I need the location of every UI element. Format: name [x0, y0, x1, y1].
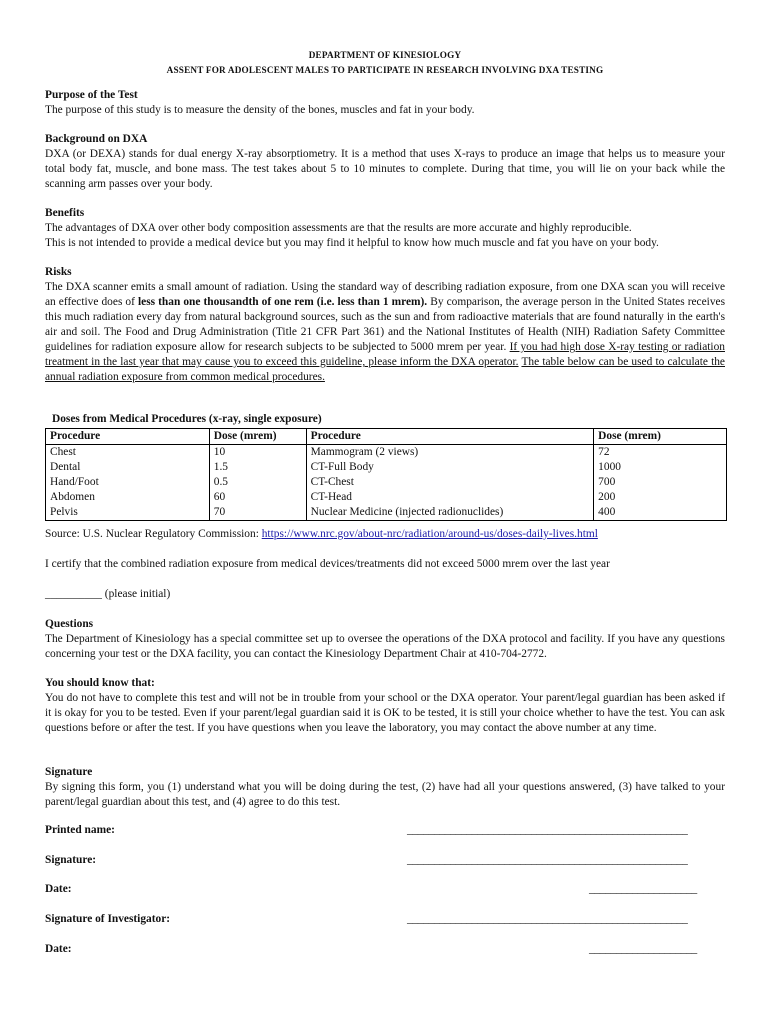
- table-cell: CT-Full Body: [306, 460, 594, 475]
- investigator-label: Signature of Investigator:: [45, 913, 171, 925]
- table-cell: Hand/Foot: [46, 475, 210, 490]
- table-row: [46, 475, 727, 490]
- dose-table-header-row: [46, 429, 727, 445]
- table-cell: 700: [594, 475, 727, 490]
- initial-field[interactable]: __________ (please initial): [45, 588, 171, 600]
- investigator-date-label: Date:: [45, 943, 72, 955]
- risks-section: [45, 265, 725, 385]
- dose-table: [45, 428, 727, 521]
- purpose-section: [45, 88, 725, 118]
- date-field[interactable]: ____________________: [589, 883, 697, 895]
- table-cell: CT-Chest: [306, 475, 594, 490]
- table-header-cell: Procedure: [306, 429, 594, 445]
- dose-table-caption: Doses from Medical Procedures (x-ray, single exposure): [52, 413, 322, 425]
- table-cell: Mammogram (2 views): [306, 445, 594, 461]
- table-header-cell: Dose (mrem): [209, 429, 306, 445]
- signature-heading: Signature: [45, 766, 93, 778]
- table-cell: 72: [594, 445, 727, 461]
- risks-dose-emphasis: less than one thousandth of one rem (i.e. less than 1 mrem).: [137, 296, 428, 308]
- document-title: ASSENT FOR ADOLESCENT MALES TO PARTICIPATE IN RESEARCH INVOLVING DXA TESTING: [166, 65, 604, 75]
- printed-name-label: Printed name:: [45, 824, 115, 836]
- risks-warning: If you had high dose X-ray testing or radiation treatment in the last year that may cause you to exceed this guideline, please inform the DXA operator.: [45, 341, 725, 368]
- table-row: [46, 505, 727, 521]
- table-cell: 70: [209, 505, 306, 521]
- questions-text: The Department of Kinesiology has a special committee set up to oversee the operations of the DXA protocol and facility. If you have any questions concerning your test or the DXA facility, you can contact the Kinesiology Department Chair at 410-704-2772.: [45, 633, 725, 660]
- table-cell: Abdomen: [46, 490, 210, 505]
- table-cell: Pelvis: [46, 505, 210, 521]
- table-cell: Nuclear Medicine (injected radionuclides): [306, 505, 594, 521]
- table-cell: Chest: [46, 445, 210, 461]
- date-label: Date:: [45, 883, 72, 895]
- table-cell: 1000: [594, 460, 727, 475]
- benefits-line-2: This is not intended to provide a medical device but you may find it helpful to know how much muscle and fat you have on your body.: [45, 237, 659, 249]
- signature-text: By signing this form, you (1) understand what you will be doing during the test, (2) have had all your questions answered, (3) have talked to your parent/legal guardian about this test, and (4) agree to do this test.: [45, 781, 725, 808]
- background-section: [45, 132, 725, 192]
- printed-name-field[interactable]: ____________________________________________________: [407, 824, 688, 836]
- table-row: [46, 460, 727, 475]
- source-label: Source: U.S. Nuclear Regulatory Commission:: [45, 528, 262, 540]
- risks-table-note: The table below can be used to calculate the annual radiation exposure from common medical procedures.: [45, 356, 725, 383]
- risks-text-part2: By comparison, the average person in the United States receives this much radiation every day from natural background sources, such as the sun and from radioactive materials that are found naturally in the earth's air and soil. The Food and Drug Administration (Title 21 CFR Part 361) and the National Institutes of Health (NIH) Radiation Safety Committee guidelines for radiation exposure allow for research subjects to be subjected to 5000 mrem per year.: [45, 296, 726, 353]
- benefits-heading: Benefits: [45, 207, 85, 219]
- source-citation: [45, 527, 735, 542]
- source-link[interactable]: https://www.nrc.gov/about-nrc/radiation/around-us/doses-daily-lives.html: [261, 528, 598, 540]
- risks-text: [45, 280, 725, 385]
- background-text: DXA (or DEXA) stands for dual energy X-ray absorptiometry. It is a method that uses X-rays to produce an image that helps us to measure your total body fat, muscle, and bone mass. The test takes about 5 to 10 minutes to complete. During that time, you will lie on your back while the scanning arm passes over your body.: [45, 148, 725, 190]
- know-text: You do not have to complete this test and will not be in trouble from your school or the DXA operator. Your parent/legal guardian has been asked if it is okay for you to be tested. Even if your parent/legal guardian said it is OK to be tested, it is still your choice whether to have the test. You can ask questions before or after the test. If you have questions when you leave the laboratory, you may contact the above number at any time.: [45, 692, 725, 734]
- table-row: [46, 490, 727, 505]
- table-cell: Dental: [46, 460, 210, 475]
- questions-section: [45, 617, 725, 662]
- investigator-signature-field[interactable]: ____________________________________________________: [407, 913, 688, 925]
- table-cell: 400: [594, 505, 727, 521]
- know-heading: You should know that:: [45, 677, 155, 689]
- signature-label: [45, 854, 96, 866]
- department-header: DEPARTMENT OF KINESIOLOGY: [308, 50, 462, 60]
- background-heading: Background on DXA: [45, 133, 148, 145]
- signature-field[interactable]: ____________________________________________________: [407, 854, 688, 866]
- risks-text-part1: The DXA scanner emits a small amount of radiation. Using the standard way of describing radiation exposure, from one DXA scan you will receive an effective does of: [45, 281, 725, 308]
- table-cell: CT-Head: [306, 490, 594, 505]
- purpose-text: The purpose of this study is to measure the density of the bones, muscles and fat in your body.: [45, 104, 475, 116]
- table-header-cell: Dose (mrem): [594, 429, 727, 445]
- purpose-heading: Purpose of the Test: [45, 89, 138, 101]
- table-cell: 1.5: [209, 460, 306, 475]
- signature-label-text: Signature:: [45, 854, 97, 866]
- certify-statement: I certify that the combined radiation exposure from medical devices/treatments did not exceed 5000 mrem over the last year: [45, 558, 610, 570]
- questions-heading: Questions: [45, 618, 94, 630]
- benefits-section: [45, 206, 725, 251]
- table-header-cell: Procedure: [46, 429, 210, 445]
- benefits-line-1: The advantages of DXA over other body composition assessments are that the results are more accurate and highly reproducible.: [45, 222, 632, 234]
- know-section: [45, 676, 725, 736]
- table-cell: 0.5: [209, 475, 306, 490]
- risks-heading: Risks: [45, 266, 72, 278]
- table-cell: 10: [209, 445, 306, 461]
- table-row: [46, 445, 727, 461]
- table-cell: 200: [594, 490, 727, 505]
- investigator-date-field[interactable]: ____________________: [589, 943, 697, 955]
- table-cell: 60: [209, 490, 306, 505]
- signature-section: [45, 765, 725, 810]
